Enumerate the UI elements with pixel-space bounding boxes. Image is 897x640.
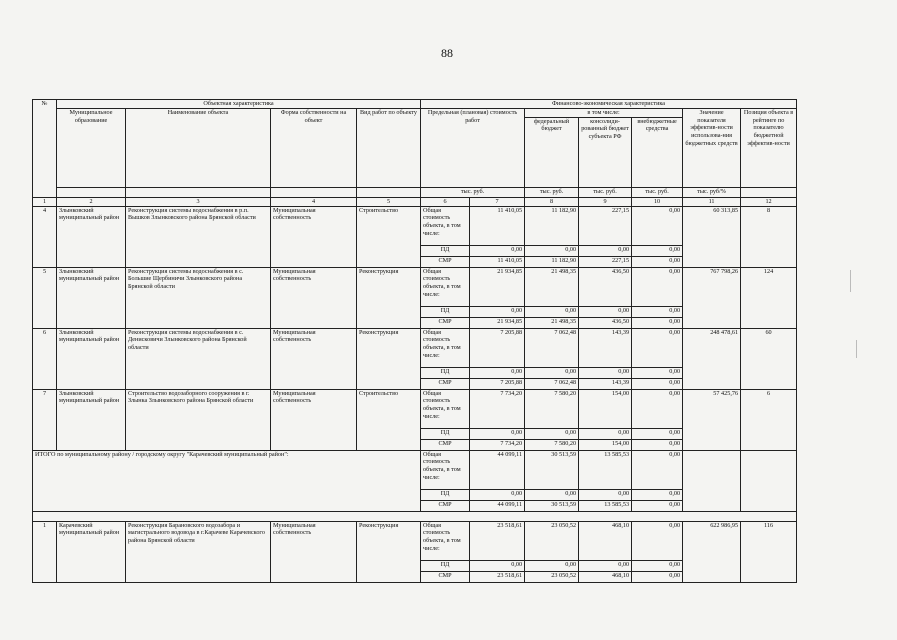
itogo-label: ИТОГО по муниципальному району / городскому округу "Карачевский муниципальный район": xyxy=(33,450,421,511)
header-municipal: Муниципальное образование xyxy=(57,108,126,187)
row-efficiency: 57 425,76 xyxy=(683,389,741,450)
row-ownership: Муниципальная собственность xyxy=(271,389,357,450)
col-num: 12 xyxy=(741,197,797,206)
row-efficiency: 767 798,26 xyxy=(683,267,741,328)
row-position: 8 xyxy=(741,206,797,267)
row-pd-limit: 0,00 xyxy=(470,306,525,317)
row-smr-limit: 7 205,88 xyxy=(470,378,525,389)
row-ownership: Муниципальная собственность xyxy=(271,328,357,389)
row-smr-federal: 11 182,90 xyxy=(525,256,579,267)
row-smr-label: СМР xyxy=(421,378,470,389)
row-municipality: Злынковский муниципальный район xyxy=(57,267,126,328)
col-num: 6 xyxy=(421,197,470,206)
row-total-offbudget: 0,00 xyxy=(632,521,683,560)
row-smr-federal: 7 580,20 xyxy=(525,439,579,450)
row-pd-consolidated: 0,00 xyxy=(579,306,632,317)
row-total-offbudget: 0,00 xyxy=(632,328,683,367)
row-total-limit: 7 205,88 xyxy=(470,328,525,367)
header-position: Позиция объекта в рейтинге по показателю бюджетной эффектив-ности xyxy=(741,108,797,187)
row-pd-offbudget: 0,00 xyxy=(632,428,683,439)
row-total-label: Общая стоимость объекта, в том числе: xyxy=(421,206,470,245)
row-pd-federal: 0,00 xyxy=(525,367,579,378)
col-num: 11 xyxy=(683,197,741,206)
table-row xyxy=(33,328,797,367)
row-total-limit: 7 734,20 xyxy=(470,389,525,428)
row-pd-consolidated: 0,00 xyxy=(579,245,632,256)
row-work-type: Реконструкция xyxy=(357,328,421,389)
row-pd-limit: 0,00 xyxy=(470,428,525,439)
table-row xyxy=(33,521,797,560)
itogo-pd-consolidated: 0,00 xyxy=(579,489,632,500)
col-num: 9 xyxy=(579,197,632,206)
col-num: 5 xyxy=(357,197,421,206)
row-smr-consolidated: 227,15 xyxy=(579,256,632,267)
header-row-groups xyxy=(33,100,797,109)
row-pd-consolidated: 0,00 xyxy=(579,560,632,571)
row-smr-federal: 23 050,52 xyxy=(525,571,579,582)
row-municipality: Злынковский муниципальный район xyxy=(57,206,126,267)
row-pd-offbudget: 0,00 xyxy=(632,560,683,571)
header-including: в том числе: xyxy=(525,108,683,117)
row-ownership: Муниципальная собственность xyxy=(271,267,357,328)
row-smr-offbudget: 0,00 xyxy=(632,256,683,267)
row-smr-limit: 7 734,20 xyxy=(470,439,525,450)
row-total-consolidated: 468,10 xyxy=(579,521,632,560)
column-numbers-row xyxy=(33,197,797,206)
row-ownership: Муниципальная собственность xyxy=(271,206,357,267)
row-pd-limit: 0,00 xyxy=(470,367,525,378)
row-total-consolidated: 154,00 xyxy=(579,389,632,428)
row-total-consolidated: 227,15 xyxy=(579,206,632,245)
itogo-smr-offbudget: 0,00 xyxy=(632,500,683,511)
units-row xyxy=(33,187,797,197)
col-num: 10 xyxy=(632,197,683,206)
itogo-smr-federal: 30 513,59 xyxy=(525,500,579,511)
row-position: 116 xyxy=(741,521,797,582)
unit-efficiency: тыс. руб/% xyxy=(683,187,741,197)
page-number: 88 xyxy=(441,46,453,60)
row-total-label: Общая стоимость объекта, в том числе: xyxy=(421,389,470,428)
row-pd-consolidated: 0,00 xyxy=(579,367,632,378)
row-efficiency: 248 478,61 xyxy=(683,328,741,389)
row-total-limit: 11 410,05 xyxy=(470,206,525,245)
row-pd-federal: 0,00 xyxy=(525,245,579,256)
row-pd-limit: 0,00 xyxy=(470,245,525,256)
row-no: 1 xyxy=(33,521,57,582)
row-municipality: Карачевский муниципальный район xyxy=(57,521,126,582)
itogo-row xyxy=(33,450,797,489)
row-pd-label: ПД xyxy=(421,560,470,571)
row-position: 6 xyxy=(741,389,797,450)
row-total-label: Общая стоимость объекта, в том числе: xyxy=(421,328,470,367)
header-no: № xyxy=(33,100,57,198)
itogo-pd-offbudget: 0,00 xyxy=(632,489,683,500)
table-row xyxy=(33,389,797,428)
row-smr-consolidated: 154,00 xyxy=(579,439,632,450)
row-smr-consolidated: 143,39 xyxy=(579,378,632,389)
row-smr-limit: 21 934,85 xyxy=(470,317,525,328)
row-pd-federal: 0,00 xyxy=(525,428,579,439)
col-num: 2 xyxy=(57,197,126,206)
row-smr-consolidated: 468,10 xyxy=(579,571,632,582)
row-smr-federal: 21 498,35 xyxy=(525,317,579,328)
row-work-type: Строительство xyxy=(357,389,421,450)
header-object-name: Наименование объекта xyxy=(126,108,271,187)
col-num: 8 xyxy=(525,197,579,206)
row-total-consolidated: 436,50 xyxy=(579,267,632,306)
header-limit-cost: Предельная (плановая) стоимость работ xyxy=(421,108,525,187)
unit-federal: тыс. руб. xyxy=(525,187,579,197)
header-work-type: Вид работ по объекту xyxy=(357,108,421,187)
data-table xyxy=(32,99,797,583)
row-smr-label: СМР xyxy=(421,571,470,582)
row-smr-offbudget: 0,00 xyxy=(632,378,683,389)
row-total-federal: 11 182,90 xyxy=(525,206,579,245)
row-total-limit: 23 518,61 xyxy=(470,521,525,560)
row-total-label: Общая стоимость объекта, в том числе: xyxy=(421,521,470,560)
row-pd-consolidated: 0,00 xyxy=(579,428,632,439)
row-pd-offbudget: 0,00 xyxy=(632,306,683,317)
unit-limit: тыс. руб. xyxy=(421,187,525,197)
row-efficiency: 60 313,85 xyxy=(683,206,741,267)
row-smr-offbudget: 0,00 xyxy=(632,439,683,450)
row-total-offbudget: 0,00 xyxy=(632,389,683,428)
row-ownership: Муниципальная собственность xyxy=(271,521,357,582)
row-object-name: Реконструкция Барановского водозабора и магистрального водовода в г.Карачеве Карачевского района Брянской области xyxy=(126,521,271,582)
row-position: 60 xyxy=(741,328,797,389)
header-row-columns xyxy=(33,108,797,117)
row-total-offbudget: 0,00 xyxy=(632,267,683,306)
row-municipality: Злынковский муниципальный район xyxy=(57,389,126,450)
row-pd-federal: 0,00 xyxy=(525,560,579,571)
row-pd-offbudget: 0,00 xyxy=(632,367,683,378)
itogo-total-offbudget: 0,00 xyxy=(632,450,683,489)
row-smr-consolidated: 436,50 xyxy=(579,317,632,328)
itogo-total-consolidated: 13 585,53 xyxy=(579,450,632,489)
row-smr-label: СМР xyxy=(421,439,470,450)
row-work-type: Строительство xyxy=(357,206,421,267)
unit-consolidated: тыс. руб. xyxy=(579,187,632,197)
row-smr-limit: 11 410,05 xyxy=(470,256,525,267)
itogo-smr-consolidated: 13 585,53 xyxy=(579,500,632,511)
header-consolidated: консолиди-рованный бюджет субъекта РФ xyxy=(579,117,632,187)
header-efficiency: Значение показателя эффектив-ности использова-ния бюджетных средств xyxy=(683,108,741,187)
row-pd-federal: 0,00 xyxy=(525,306,579,317)
row-object-name: Реконструкция системы водоснабжения в с. Большие Щербиничи Злынковского района Брянской области xyxy=(126,267,271,328)
row-smr-offbudget: 0,00 xyxy=(632,317,683,328)
itogo-total-federal: 30 513,59 xyxy=(525,450,579,489)
header-object-char: Объектная характеристика xyxy=(57,100,421,109)
itogo-pd-limit: 0,00 xyxy=(470,489,525,500)
row-object-name: Реконструкция системы водоснабжения в с. Денисковичи Злынковского района Брянской области xyxy=(126,328,271,389)
row-smr-limit: 23 518,61 xyxy=(470,571,525,582)
row-no: 6 xyxy=(33,328,57,389)
col-num: 1 xyxy=(33,197,57,206)
header-federal: федеральный бюджет xyxy=(525,117,579,187)
row-pd-label: ПД xyxy=(421,367,470,378)
row-municipality: Злынковский муниципальный район xyxy=(57,328,126,389)
row-smr-label: СМР xyxy=(421,256,470,267)
margin-mark xyxy=(856,340,857,358)
row-total-offbudget: 0,00 xyxy=(632,206,683,245)
col-num: 4 xyxy=(271,197,357,206)
row-total-federal: 21 498,35 xyxy=(525,267,579,306)
row-total-federal: 7 062,48 xyxy=(525,328,579,367)
row-total-label: Общая стоимость объекта, в том числе: xyxy=(421,267,470,306)
row-work-type: Реконструкция xyxy=(357,521,421,582)
row-total-consolidated: 143,39 xyxy=(579,328,632,367)
header-ownership: Форма собственности на объект xyxy=(271,108,357,187)
row-no: 4 xyxy=(33,206,57,267)
itogo-total-limit: 44 099,11 xyxy=(470,450,525,489)
itogo-pd-federal: 0,00 xyxy=(525,489,579,500)
row-smr-label: СМР xyxy=(421,317,470,328)
itogo-smr-label: СМР xyxy=(421,500,470,511)
row-object-name: Реконструкция системы водоснабжения в р.п. Вышков Злынковского района Брянской области xyxy=(126,206,271,267)
col-num: 3 xyxy=(126,197,271,206)
header-offbudget: внебюджетные средства xyxy=(632,117,683,187)
itogo-pd-label: ПД xyxy=(421,489,470,500)
col-num: 7 xyxy=(470,197,525,206)
row-position: 124 xyxy=(741,267,797,328)
row-pd-label: ПД xyxy=(421,428,470,439)
spacer-row xyxy=(33,511,797,521)
unit-offbudget: тыс. руб. xyxy=(632,187,683,197)
row-smr-offbudget: 0,00 xyxy=(632,571,683,582)
margin-mark xyxy=(850,270,851,292)
row-smr-federal: 7 062,48 xyxy=(525,378,579,389)
table-row xyxy=(33,206,797,245)
row-pd-label: ПД xyxy=(421,245,470,256)
row-no: 5 xyxy=(33,267,57,328)
row-pd-limit: 0,00 xyxy=(470,560,525,571)
row-no: 7 xyxy=(33,389,57,450)
row-pd-offbudget: 0,00 xyxy=(632,245,683,256)
table-row xyxy=(33,267,797,306)
header-fin-char: Финансово-экономическая характеристика xyxy=(421,100,797,109)
row-work-type: Реконструкция xyxy=(357,267,421,328)
row-object-name: Строительство водозаборного сооружения в г. Злынка Злынковского района Брянской области xyxy=(126,389,271,450)
row-total-federal: 23 050,52 xyxy=(525,521,579,560)
row-total-limit: 21 934,85 xyxy=(470,267,525,306)
row-pd-label: ПД xyxy=(421,306,470,317)
itogo-smr-limit: 44 099,11 xyxy=(470,500,525,511)
itogo-total-label: Общая стоимость объекта, в том числе: xyxy=(421,450,470,489)
row-efficiency: 622 986,95 xyxy=(683,521,741,582)
row-total-federal: 7 580,20 xyxy=(525,389,579,428)
